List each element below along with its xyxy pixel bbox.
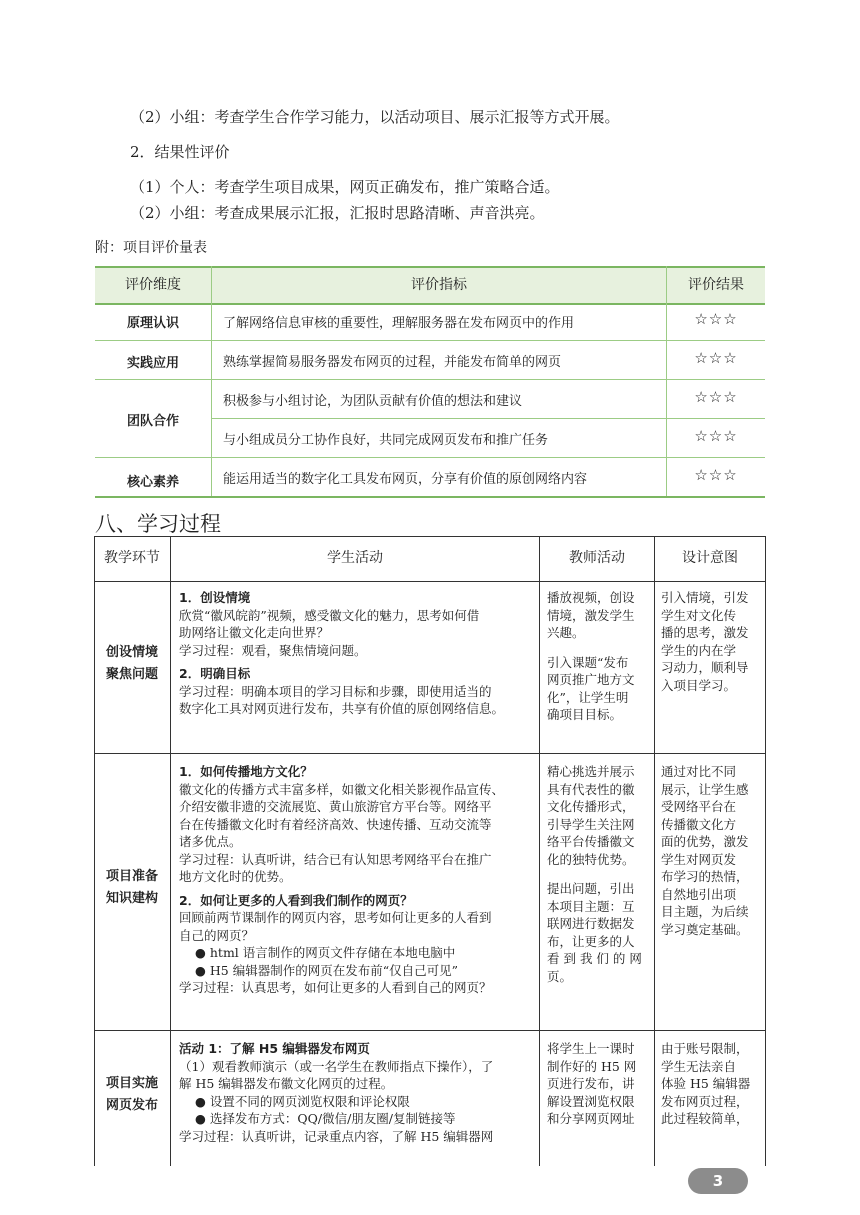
paragraph-group-result: （2）小组：考查成果展示汇报，汇报时思路清晰、声音洪亮。 — [130, 204, 545, 222]
eval-dim-core: 核心素养 — [126, 475, 179, 490]
eval-dim-teamwork: 团队合作 — [126, 414, 179, 429]
design-intent-cell: 通过对比不同 展示，让学生感 受网络平台在 传播徽文化方 面的优势，激发 学生对网页发 布学习的热情， 自然地引出项 目主题，为后续 学习奠定基础。 — [661, 764, 749, 937]
header-student-activity: 学生活动 — [327, 550, 383, 566]
learning-process-table — [94, 536, 766, 1166]
header-dimension: 评价维度 — [125, 277, 181, 293]
design-intent-cell: 引入情境，引发 学生对文化传 播的思考，激发 学生的内在学 习动力，顺利导 入项目学习。 — [661, 590, 749, 693]
evaluation-table-header — [95, 266, 765, 305]
eval-indicator: 与小组成员分工协作良好，共同完成网页发布和推广任务 — [223, 433, 549, 448]
stage-label: 项目准备 知识建构 — [105, 869, 158, 906]
student-activity-cell: 活动 1：了解 H5 编辑器发布网页 （1）观看教师演示（或一名学生在教师指点下操作），了 解 H5 编辑器发布徽文化网页的过程。 ● 设置不同的网页浏览权限和评论权限 ● 选择发布方式：QQ/微信/朋友圈/复制链接等 学习过程：认真听讲，记录重点内容，了解 H5 编辑器网 — [179, 1041, 494, 1144]
paragraph-group-eval: （2）小组：考查学生合作学习能力，以活动项目、展示汇报等方式开展。 — [130, 108, 620, 126]
eval-rating: ☆☆☆ — [694, 310, 738, 328]
student-activity-cell: 1．创设情境 欣赏“徽风皖韵”视频，感受徽文化的魅力，思考如何借 助网络让徽文化走向世界？ 学习过程：观看，聚焦情境问题。 2．明确目标 学习过程：明确本项目的学习目标和步骤，即使用适当的 数字化工具对网页进行发布，共享有价值的原创网络信息。 — [179, 590, 505, 716]
header-teacher-activity: 教师活动 — [569, 550, 625, 566]
page-number: 3 — [688, 1168, 748, 1194]
eval-indicator: 能运用适当的数字化工具发布网页，分享有价值的原创网络内容 — [223, 472, 588, 487]
stage-label: 创设情境 聚焦问题 — [105, 645, 158, 682]
header-design-intent: 设计意图 — [682, 550, 738, 566]
section-title: 八、学习过程 — [95, 512, 221, 536]
appendix-label: 附：项目评价量表 — [95, 240, 207, 256]
heading-summative-eval: 2．结果性评价 — [130, 143, 230, 161]
teacher-activity-cell: 将学生上一课时 制作好的 H5 网 页进行发布，讲 解设置浏览权限 和分享网页网址 — [547, 1041, 637, 1126]
header-teaching-stage: 教学环节 — [104, 550, 160, 566]
eval-indicator: 熟练掌握简易服务器发布网页的过程，并能发布简单的网页 — [223, 355, 562, 370]
stage-label: 项目实施 网页发布 — [105, 1076, 158, 1113]
header-indicator: 评价指标 — [411, 277, 467, 293]
eval-indicator: 积极参与小组讨论，为团队贡献有价值的想法和建议 — [223, 394, 523, 409]
student-activity-cell: 1．如何传播地方文化？ 徽文化的传播方式丰富多样，如徽文化相关影视作品宣传、 介绍安徽非遗的交流展览、黄山旅游官方平台等。网络平 台在传播徽文化时有着经济高效、快速传播、互动交流等 诸多优点。 学习过程：认真听讲，结合已有认知思考网络平台在推广 地方文化时的优势。 2．如何让更多的人看到我们制作的网页？ 回顾前两节课制作的网页内容，思考如何让更多的人看到 自己的网页？ ● html 语言制作的网页文件存储在本地电脑中 ● H5 编辑器制作的网页在发布前“仅自己可见” 学习过程：认真思考，如何让更多的人看到自己的网页？ — [179, 764, 505, 995]
eval-rating: ☆☆☆ — [694, 388, 738, 406]
eval-rating: ☆☆☆ — [694, 466, 738, 484]
eval-dim-principle: 原理认识 — [126, 316, 179, 331]
teacher-activity-cell: 精心挑选并展示 具有代表性的徽 文化传播形式， 引导学生关注网 络平台传播徽文 化的独特优势。 提出问题，引出 本项目主题：互 联网进行数据发 布，让更多的人 看 到 我 们 的 网 页。 — [547, 764, 642, 984]
header-result: 评价结果 — [688, 277, 744, 293]
design-intent-cell: 由于账号限制， 学生无法亲自 体验 H5 编辑器 发布网页过程， 此过程较简单， — [661, 1041, 751, 1126]
teacher-activity-cell: 播放视频，创设 情境，激发学生 兴趣。 引入课题“发布 网页推广地方文 化”，让学生明 确项目目标。 — [547, 590, 635, 722]
eval-dim-practice: 实践应用 — [126, 356, 179, 371]
paragraph-individual-result: （1）个人：考查学生项目成果，网页正确发布，推广策略合适。 — [130, 178, 560, 196]
eval-rating: ☆☆☆ — [694, 427, 738, 445]
evaluation-table — [95, 266, 765, 498]
eval-indicator: 了解网络信息审核的重要性，理解服务器在发布网页中的作用 — [223, 316, 575, 331]
eval-rating: ☆☆☆ — [694, 349, 738, 367]
